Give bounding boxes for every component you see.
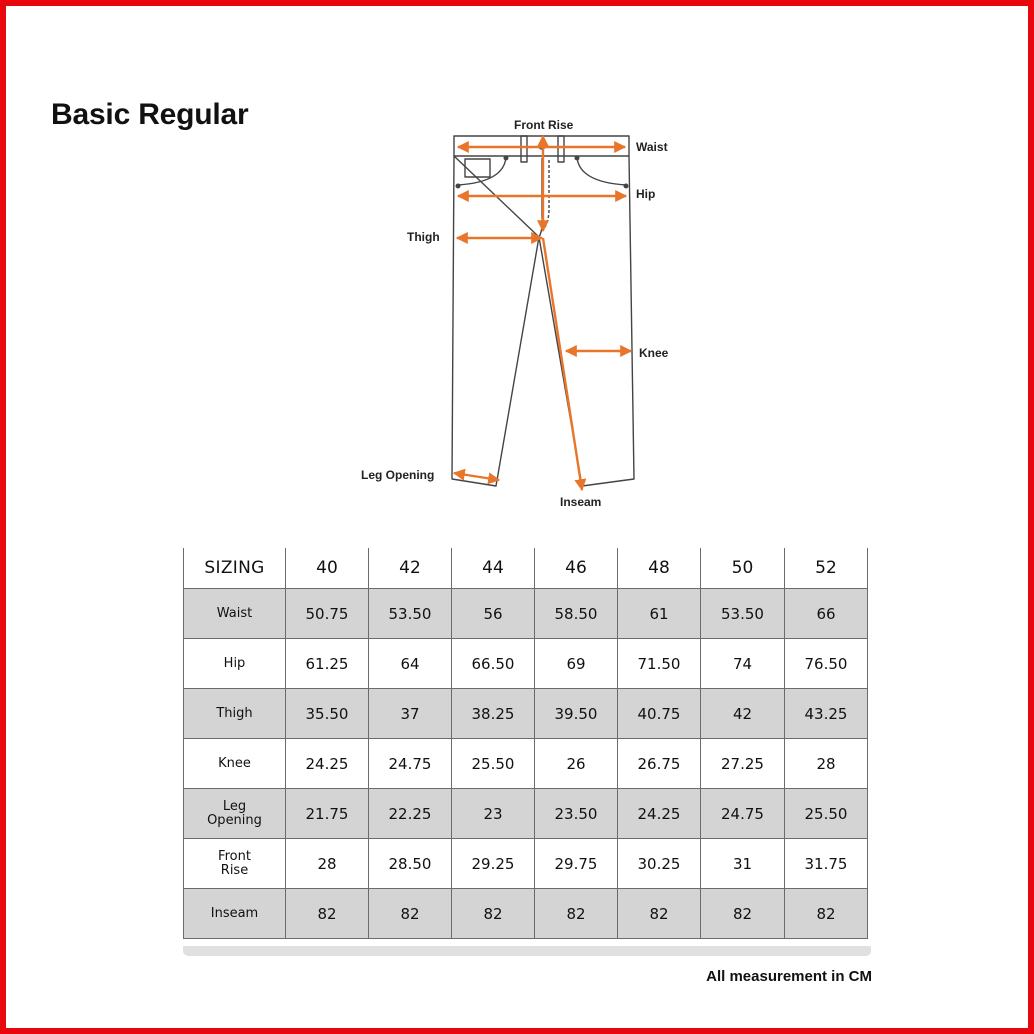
table-cell: 71.50 xyxy=(618,639,701,689)
table-cell: 24.75 xyxy=(701,789,785,839)
row-label-line: Inseam xyxy=(210,905,259,921)
row-label-line: Rise xyxy=(220,862,249,878)
table-cell: 35.50 xyxy=(286,689,369,739)
table-cell: 25.50 xyxy=(452,739,535,789)
table-cell: 56 xyxy=(452,589,535,639)
table-cell: 82 xyxy=(618,889,701,939)
table-cell: 66 xyxy=(785,589,868,639)
table-cell: 58.50 xyxy=(535,589,618,639)
table-cell: 82 xyxy=(701,889,785,939)
table-header-row xyxy=(184,548,868,589)
belt-loop-right xyxy=(558,136,564,162)
table-cell: 28.50 xyxy=(369,839,452,889)
sizing-table xyxy=(183,548,868,939)
table-shadow xyxy=(183,946,871,956)
table-cell: 30.25 xyxy=(618,839,701,889)
row-label-line: Front xyxy=(218,848,251,864)
row-label xyxy=(184,889,286,939)
row-label-line: Knee xyxy=(218,755,251,771)
table-cell: 53.50 xyxy=(701,589,785,639)
table-row xyxy=(184,689,868,739)
table-cell: 43.25 xyxy=(785,689,868,739)
row-label xyxy=(184,639,286,689)
table-cell: 29.75 xyxy=(535,839,618,889)
size-header-42: 42 xyxy=(369,548,452,589)
right-leg xyxy=(539,156,634,486)
table-cell: 28 xyxy=(286,839,369,889)
table-cell: 50.75 xyxy=(286,589,369,639)
knee-label: Knee xyxy=(639,346,669,360)
row-label xyxy=(184,739,286,789)
table-cell: 82 xyxy=(369,889,452,939)
table-cell: 61.25 xyxy=(286,639,369,689)
table-cell: 25.50 xyxy=(785,789,868,839)
pants-diagram xyxy=(6,6,1034,526)
left-leg xyxy=(452,156,539,486)
fly-seam xyxy=(539,158,542,237)
row-label xyxy=(184,689,286,739)
table-cell: 24.25 xyxy=(286,739,369,789)
row-label xyxy=(184,589,286,639)
table-body xyxy=(184,589,868,939)
leg-opening-label: Leg Opening xyxy=(361,468,435,482)
waist-label: Waist xyxy=(636,140,668,154)
leg-opening-arrow xyxy=(454,473,499,480)
table-cell: 26 xyxy=(535,739,618,789)
row-label-line: Hip xyxy=(223,655,246,671)
hip-label: Hip xyxy=(636,187,656,201)
size-header-48: 48 xyxy=(618,548,701,589)
table-cell: 69 xyxy=(535,639,618,689)
table-cell: 38.25 xyxy=(452,689,535,739)
row-label xyxy=(184,839,286,889)
size-header-46: 46 xyxy=(535,548,618,589)
table-cell: 64 xyxy=(369,639,452,689)
table-cell: 24.25 xyxy=(618,789,701,839)
table-cell: 82 xyxy=(785,889,868,939)
table-cell: 22.25 xyxy=(369,789,452,839)
row-label-line: Opening xyxy=(207,812,262,828)
table-cell: 27.25 xyxy=(701,739,785,789)
table-cell: 28 xyxy=(785,739,868,789)
row-label-line: Thigh xyxy=(216,705,253,721)
table-cell: 39.50 xyxy=(535,689,618,739)
front-rise-label: Front Rise xyxy=(514,118,574,132)
size-header-50: 50 xyxy=(701,548,785,589)
table-cell: 66.50 xyxy=(452,639,535,689)
table-cell: 61 xyxy=(618,589,701,639)
table-row xyxy=(184,639,868,689)
table-row xyxy=(184,789,868,839)
row-label xyxy=(184,789,286,839)
table-cell: 82 xyxy=(535,889,618,939)
table-cell: 21.75 xyxy=(286,789,369,839)
thigh-label: Thigh xyxy=(407,230,440,244)
measurement-note: All measurement in CM xyxy=(706,968,872,985)
size-header-40: 40 xyxy=(286,548,369,589)
size-header-52: 52 xyxy=(785,548,868,589)
table-row xyxy=(184,839,868,889)
right-pocket xyxy=(577,157,626,185)
table-cell: 37 xyxy=(369,689,452,739)
table-cell: 74 xyxy=(701,639,785,689)
table-cell: 24.75 xyxy=(369,739,452,789)
inseam-label: Inseam xyxy=(560,495,602,509)
table-cell: 82 xyxy=(286,889,369,939)
row-label-line: Leg xyxy=(222,798,247,814)
table-cell: 23 xyxy=(452,789,535,839)
size-header-44: 44 xyxy=(452,548,535,589)
inseam-arrow xyxy=(543,238,582,490)
table-cell: 31 xyxy=(701,839,785,889)
table-cell: 53.50 xyxy=(369,589,452,639)
table-row xyxy=(184,589,868,639)
table-row xyxy=(184,739,868,789)
table-row xyxy=(184,889,868,939)
table-cell: 40.75 xyxy=(618,689,701,739)
sizing-header: SIZING xyxy=(184,548,286,589)
table-cell: 23.50 xyxy=(535,789,618,839)
coin-pocket xyxy=(465,159,490,177)
page-title: Basic Regular xyxy=(51,98,249,131)
table-cell: 31.75 xyxy=(785,839,868,889)
table-cell: 26.75 xyxy=(618,739,701,789)
row-label-line: Waist xyxy=(216,605,253,621)
table-cell: 82 xyxy=(452,889,535,939)
table-cell: 76.50 xyxy=(785,639,868,689)
belt-loop-left xyxy=(521,136,527,162)
table-cell: 29.25 xyxy=(452,839,535,889)
table-cell: 42 xyxy=(701,689,785,739)
